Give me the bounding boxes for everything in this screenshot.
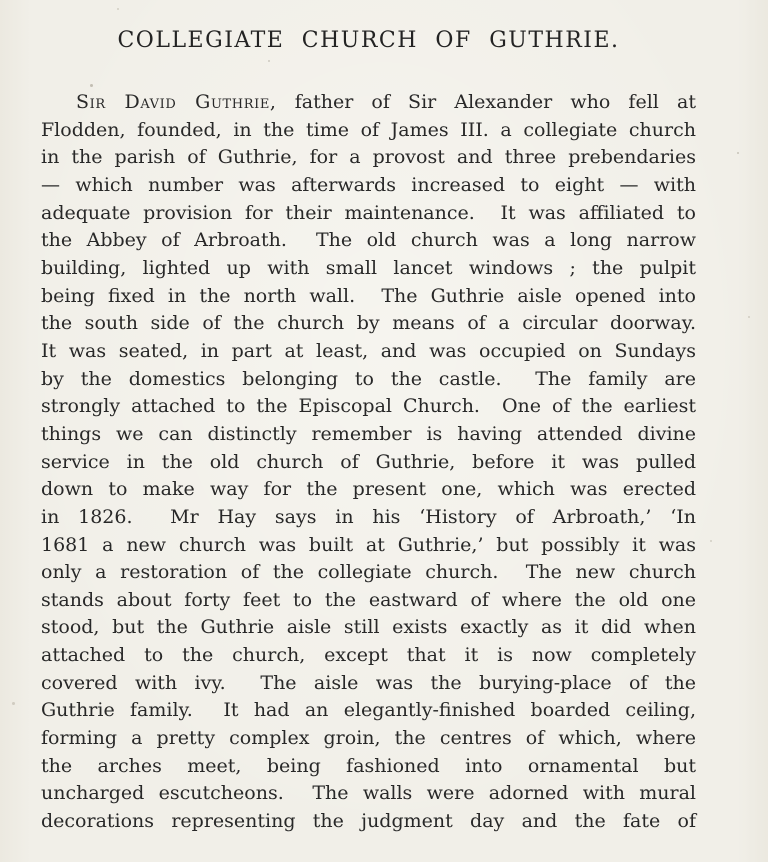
text-line: Flodden, founded, in the time of James III. a collegiate church [41,118,696,141]
text-line: stands about forty feet to the eastward of where the old one [41,588,696,611]
text-line: It was seated, in part at least, and was occupied on Sundays [41,339,696,362]
first-line-text: father of Sir Alexander who fell at [294,91,696,113]
text-line: in 1826. Mr Hay says in his ‘History of Arbroath,’ ‘In [41,505,696,528]
text-line: stood, but the Guthrie aisle still exists exactly as it did when [41,616,696,639]
text-line: down to make way for the present one, which was erected [41,478,696,501]
text-line: service in the old church of Guthrie, before it was pulled [41,450,696,473]
text-line: — which number was afterwards increased to eight — with [41,173,696,196]
text-line: only a restoration of the collegiate church. The new church [41,561,696,584]
text-line: attached to the church, except that it is now completely [41,644,696,667]
text-line: in the parish of Guthrie, for a provost and three prebendaries [41,146,696,169]
text-line: the arches meet, being fashioned into ornamental but [41,754,696,777]
page-title: COLLEGIATE CHURCH OF GUTHRIE. [117,28,620,53]
text-line: forming a pretty complex groin, the centres of which, where [41,727,696,750]
text-line: Guthrie family. It had an elegantly-finished boarded ceiling, [41,699,696,722]
smallcaps-lead: Sir David Guthrie, [76,91,277,113]
text-line: by the domestics belonging to the castle. The family are [41,367,696,390]
text-line: covered with ivy. The aisle was the burying-place of the [41,671,696,694]
paragraph-first-line [41,89,696,117]
text-line: strongly attached to the Episcopal Church. One of the earliest [41,395,696,418]
text-line: 1681 a new church was built at Guthrie,’ but possibly it was [41,533,696,556]
text-line: things we can distinctly remember is having attended divine [41,422,696,445]
text-line: being fixed in the north wall. The Guthrie aisle opened into [41,284,696,307]
text-line: the Abbey of Arbroath. The old church was a long narrow [41,229,696,252]
text-line: adequate provision for their maintenance. It was affiliated to [41,201,696,224]
text-line: uncharged escutcheons. The walls were adorned with mural [41,782,696,805]
paragraph-lines [41,117,696,836]
text-line: decorations representing the judgment day and the fate of [41,810,696,833]
body-paragraph [41,89,696,836]
text-line: the south side of the church by means of a circular doorway. [41,312,696,335]
text-line: building, lighted up with small lancet windows ; the pulpit [41,256,696,279]
